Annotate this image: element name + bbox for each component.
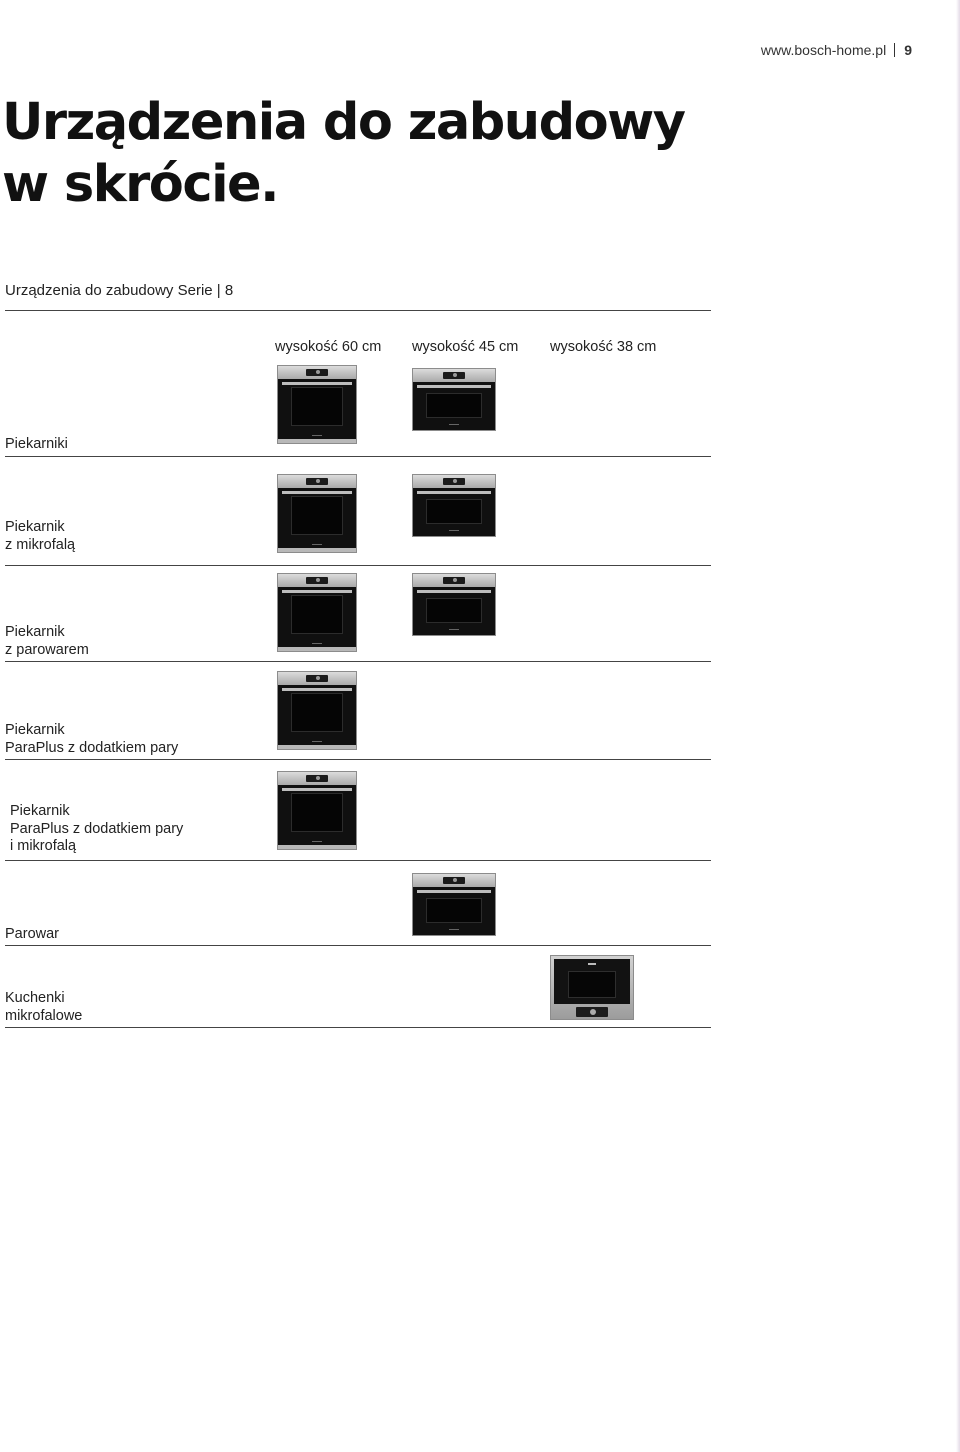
- row-divider: [5, 1027, 711, 1028]
- page-edge: [956, 0, 960, 1452]
- row-label-piekarnik-paraplus-mikrofala: [10, 803, 183, 856]
- row-label-piekarnik-z-parowarem: [5, 624, 89, 659]
- row-label-line: ParaPlus z dodatkiem pary: [10, 820, 184, 837]
- oven-45-image: [412, 368, 496, 431]
- row-divider: [5, 565, 711, 566]
- column-header-60: wysokość 60 cm: [275, 339, 382, 355]
- oven-45-image: [412, 573, 496, 636]
- row-label-line: Piekarnik: [5, 624, 65, 640]
- oven-60-image: [277, 573, 357, 652]
- oven-60-image: [277, 474, 357, 553]
- oven-45-image: [412, 873, 496, 936]
- row-label-line: Parowar: [5, 926, 59, 942]
- row-label-line: z mikrofalą: [5, 536, 76, 553]
- page-title-line-1: Urządzenia do zabudowy: [2, 93, 685, 152]
- section-title: Urządzenia do zabudowy Serie | 8: [5, 282, 234, 299]
- row-label-line: i mikrofalą: [10, 838, 77, 854]
- row-divider: [5, 945, 711, 946]
- row-label-line: Piekarnik: [5, 722, 65, 738]
- page-title: [2, 92, 685, 216]
- row-divider: [5, 759, 711, 760]
- website-url[interactable]: www.bosch-home.pl: [760, 42, 887, 58]
- row-label-kuchenki-mikrofalowe: [5, 990, 82, 1025]
- row-label-line: ParaPlus z dodatkiem pary: [5, 739, 179, 756]
- page-number: 9: [904, 42, 912, 58]
- header-divider: [894, 43, 895, 57]
- page-title-line-2: w skrócie.: [2, 155, 279, 214]
- oven-60-image: [277, 365, 357, 444]
- row-label-line: mikrofalowe: [5, 1007, 83, 1024]
- column-header-45: wysokość 45 cm: [412, 339, 519, 355]
- row-label-line: Piekarniki: [5, 436, 68, 452]
- oven-60-image: [277, 771, 357, 850]
- row-label-line: Piekarnik: [10, 803, 70, 819]
- row-divider: [5, 860, 711, 861]
- row-label-line: Piekarnik: [5, 519, 65, 535]
- page-header: [761, 42, 912, 58]
- row-divider: [5, 456, 711, 457]
- row-label-piekarnik-z-mikrofala: [5, 519, 75, 554]
- row-label-piekarniki: [5, 436, 68, 454]
- oven-60-image: [277, 671, 357, 750]
- row-label-piekarnik-paraplus: [5, 722, 178, 757]
- column-header-38: wysokość 38 cm: [550, 339, 657, 355]
- row-label-parowar: [5, 926, 59, 944]
- row-label-line: Kuchenki: [5, 990, 65, 1006]
- microwave-38-image: [550, 955, 634, 1020]
- row-divider: [5, 661, 711, 662]
- oven-45-image: [412, 474, 496, 537]
- section-divider: [5, 310, 711, 311]
- row-label-line: z parowarem: [5, 641, 89, 658]
